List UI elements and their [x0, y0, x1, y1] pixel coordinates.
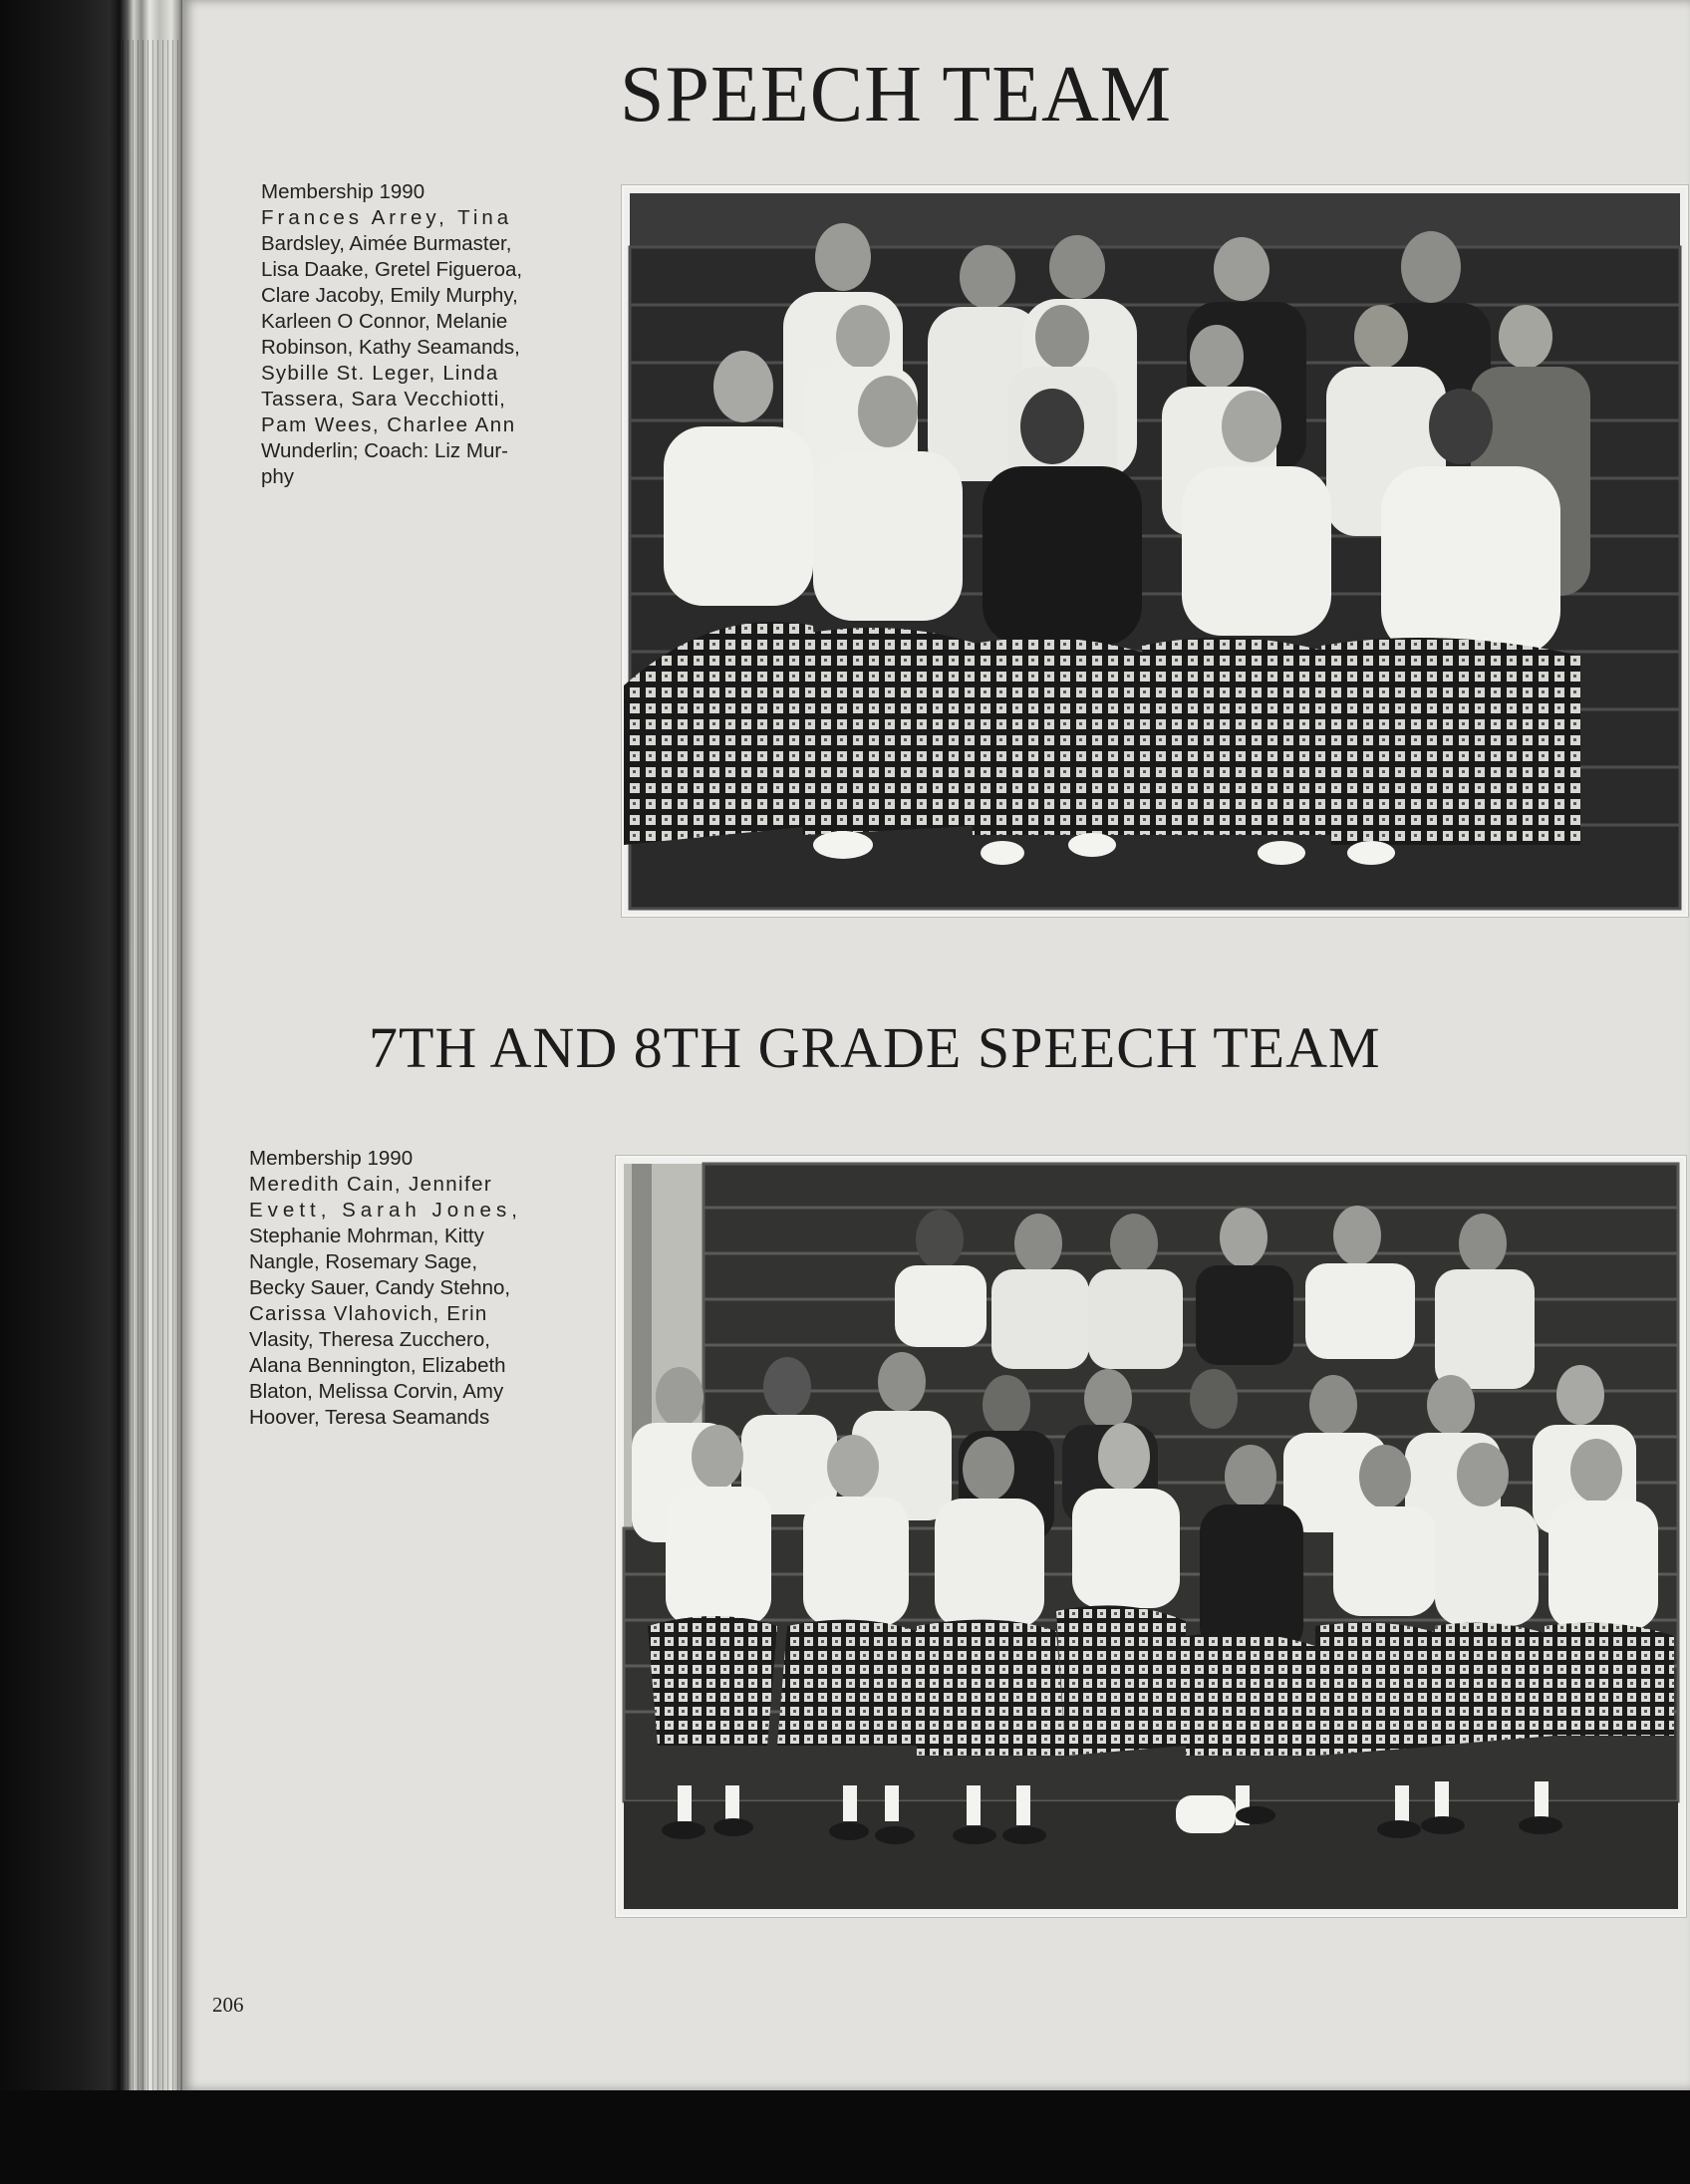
caption-line: Stephanie Mohrman, Kitty	[249, 1225, 484, 1247]
caption-line: Evett, Sarah Jones,	[249, 1199, 522, 1222]
grade-7-8-speech-team-caption	[249, 1146, 582, 1431]
grade-7-8-speech-team-group-photo	[616, 1156, 1686, 1917]
caption-line: Pam Wees, Charlee Ann	[261, 413, 516, 436]
caption-line: Nangle, Rosemary Sage,	[249, 1250, 478, 1273]
caption-line: phy	[261, 465, 295, 488]
caption-line: Vlasity, Theresa Zucchero,	[249, 1328, 490, 1351]
caption-line: Membership 1990	[249, 1147, 414, 1170]
book-spine	[0, 0, 184, 2184]
caption-line: Clare Jacoby, Emily Murphy,	[261, 284, 518, 307]
page-number: 206	[212, 1993, 244, 2017]
caption-line: Lisa Daake, Gretel Figueroa,	[261, 258, 523, 281]
caption-line: Hoover, Teresa Seamands	[249, 1406, 490, 1429]
speech-team-caption	[261, 179, 590, 490]
speech-team-title: SPEECH TEAM	[620, 51, 1173, 138]
spine-edge-lines	[118, 40, 179, 2112]
caption-line: Alana Bennington, Elizabeth	[249, 1354, 506, 1377]
caption-line: Karleen O Connor, Melanie	[261, 310, 508, 333]
caption-line: Wunderlin; Coach: Liz Mur-	[261, 439, 508, 462]
speech-team-group-photo	[622, 185, 1688, 917]
caption-line: Sybille St. Leger, Linda	[261, 362, 499, 385]
caption-line: Blaton, Melissa Corvin, Amy	[249, 1380, 504, 1403]
grade-7-8-speech-team-title: 7TH AND 8TH GRADE SPEECH TEAM	[369, 1015, 1381, 1080]
caption-line: Carissa Vlahovich, Erin	[249, 1302, 488, 1325]
caption-line: Robinson, Kathy Seamands,	[261, 336, 520, 359]
caption-line: Meredith Cain, Jennifer	[249, 1173, 493, 1196]
caption-line: Frances Arrey, Tina	[261, 206, 513, 229]
scan-bottom-border	[0, 2090, 1690, 2184]
caption-line: Tassera, Sara Vecchiotti,	[261, 388, 506, 410]
caption-line: Bardsley, Aimée Burmaster,	[261, 232, 512, 255]
caption-line: Membership 1990	[261, 180, 425, 203]
caption-line: Becky Sauer, Candy Stehno,	[249, 1276, 511, 1299]
